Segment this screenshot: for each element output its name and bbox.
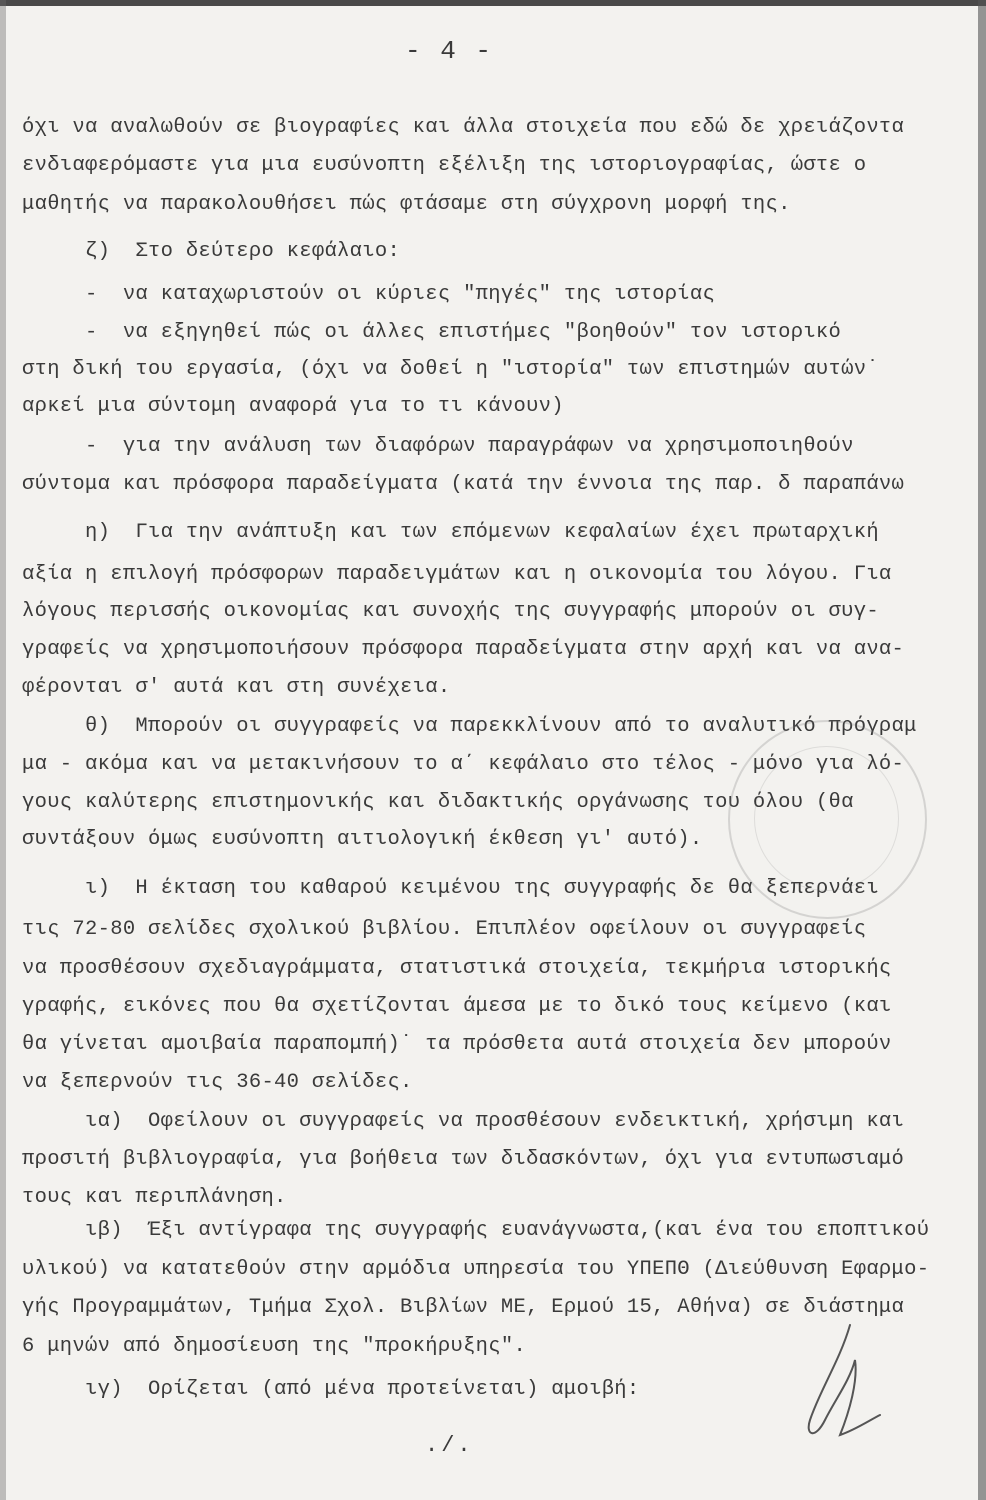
- scan-edge-top: [0, 0, 986, 6]
- text-line: η) Για την ανάπτυξη και των επόμενων κεφαλαίων έχει πρωταρχική: [22, 521, 879, 544]
- text-line: γους καλύτερης επιστημονικής και διδακτικής οργάνωσης του όλου (θα: [22, 791, 854, 814]
- text-line: ια) Οφείλουν οι συγγραφείς να προσθέσουν ενδεικτική, χρήσιμη και: [22, 1110, 905, 1133]
- text-line: ενδιαφερόμαστε για μια ευσύνοπτη εξέλιξη της ιστοριογραφίας, ώστε ο: [22, 154, 867, 177]
- stamp-seal: [728, 720, 927, 919]
- text-line: μαθητής να παρακολουθήσει πώς φτάσαμε στη σύγχρονη μορφή της.: [22, 193, 791, 216]
- scan-edge-right: [978, 0, 986, 1500]
- page-number: - 4 -: [405, 36, 494, 66]
- text-line: τις 72-80 σελίδες σχολικού βιβλίου. Επιπλέον οφείλουν οι συγγραφείς: [22, 918, 867, 941]
- text-line: γραφής, εικόνες που θα σχετίζονται άμεσα με το δικό τους κείμενο (και: [22, 995, 892, 1018]
- text-line: όχι να αναλωθούν σε βιογραφίες και άλλα στοιχεία που εδώ δε χρειάζοντα: [22, 116, 905, 139]
- text-line: να ξεπερνούν τις 36-40 σελίδες.: [22, 1071, 413, 1094]
- text-line: 6 μηνών από δημοσίευση της "προκήρυξης".: [22, 1335, 527, 1358]
- text-line: να προσθέσουν σχεδιαγράμματα, στατιστικά στοιχεία, τεκμήρια ιστορικής: [22, 957, 892, 980]
- text-line: μα - ακόμα και να μετακινήσουν το α΄ κεφάλαιο στο τέλος - μόνο για λό-: [22, 753, 905, 776]
- text-line: υλικού) να κατατεθούν στην αρμόδια υπηρεσία του ΥΠΕΠΘ (Διεύθυνση Εφαρμο-: [22, 1258, 930, 1281]
- scan-edge-left: [0, 0, 6, 1500]
- text-line: λόγους περισσής οικονομίας και συνοχής της συγγραφής μπορούν οι συγ-: [22, 600, 879, 623]
- text-line: αρκεί μια σύντομη αναφορά για το τι κάνουν): [22, 395, 564, 418]
- text-line: ζ) Στο δεύτερο κεφάλαιο:: [22, 240, 401, 263]
- text-line: προσιτή βιβλιογραφία, για βοήθεια των διδασκόντων, όχι για εντυπωσιαμό: [22, 1148, 905, 1171]
- text-line: στη δική του εργασία, (όχι να δοθεί η "ιστορία" των επιστημών αυτών˙: [22, 358, 879, 381]
- text-line: αξία η επιλογή πρόσφορων παραδειγμάτων και η οικονομία του λόγου. Για: [22, 563, 892, 586]
- text-line: φέρονται σ' αυτά και στη συνέχεια.: [22, 676, 451, 699]
- text-line: θα γίνεται αμοιβαία παραπομπή)˙ τα πρόσθετα αυτά στοιχεία δεν μπορούν: [22, 1033, 892, 1056]
- text-line: τους και περιπλάνηση.: [22, 1186, 287, 1209]
- handwritten-signature: [780, 1320, 890, 1450]
- text-line: ιγ) Ορίζεται (από μένα προτείνεται) αμοιβή:: [22, 1378, 640, 1401]
- text-line: γραφείς να χρησιμοποιήσουν πρόσφορα παραδείγματα στην αρχή και να ανα-: [22, 638, 905, 661]
- text-line: σύντομα και πρόσφορα παραδείγματα (κατά την έννοια της παρ. δ παραπάνω: [22, 473, 905, 496]
- continuation-mark: ./.: [425, 1433, 474, 1458]
- text-line: ι) Η έκταση του καθαρού κειμένου της συγγραφής δε θα ξεπερνάει: [22, 877, 879, 900]
- text-line: συντάξουν όμως ευσύνοπτη αιτιολογική έκθεση γι' αυτό).: [22, 828, 703, 851]
- text-line: - να εξηγηθεί πώς οι άλλες επιστήμες "βοηθούν" τον ιστορικό: [22, 321, 842, 344]
- text-line: - για την ανάλυση των διαφόρων παραγράφων να χρησιμοποιηθούν: [22, 435, 854, 458]
- text-line: - να καταχωριστούν οι κύριες "πηγές" της ιστορίας: [22, 283, 716, 306]
- text-line: ιβ) Έξι αντίγραφα της συγγραφής ευανάγνωστα,(και ένα του εποπτικού: [22, 1219, 930, 1242]
- text-line: γής Προγραμμάτων, Τμήμα Σχολ. Βιβλίων ΜΕ, Ερμού 15, Αθήνα) σε διάστημα: [22, 1296, 905, 1319]
- text-line: θ) Μπορούν οι συγγραφείς να παρεκκλίνουν από το αναλυτικό πρόγραμ: [22, 715, 917, 738]
